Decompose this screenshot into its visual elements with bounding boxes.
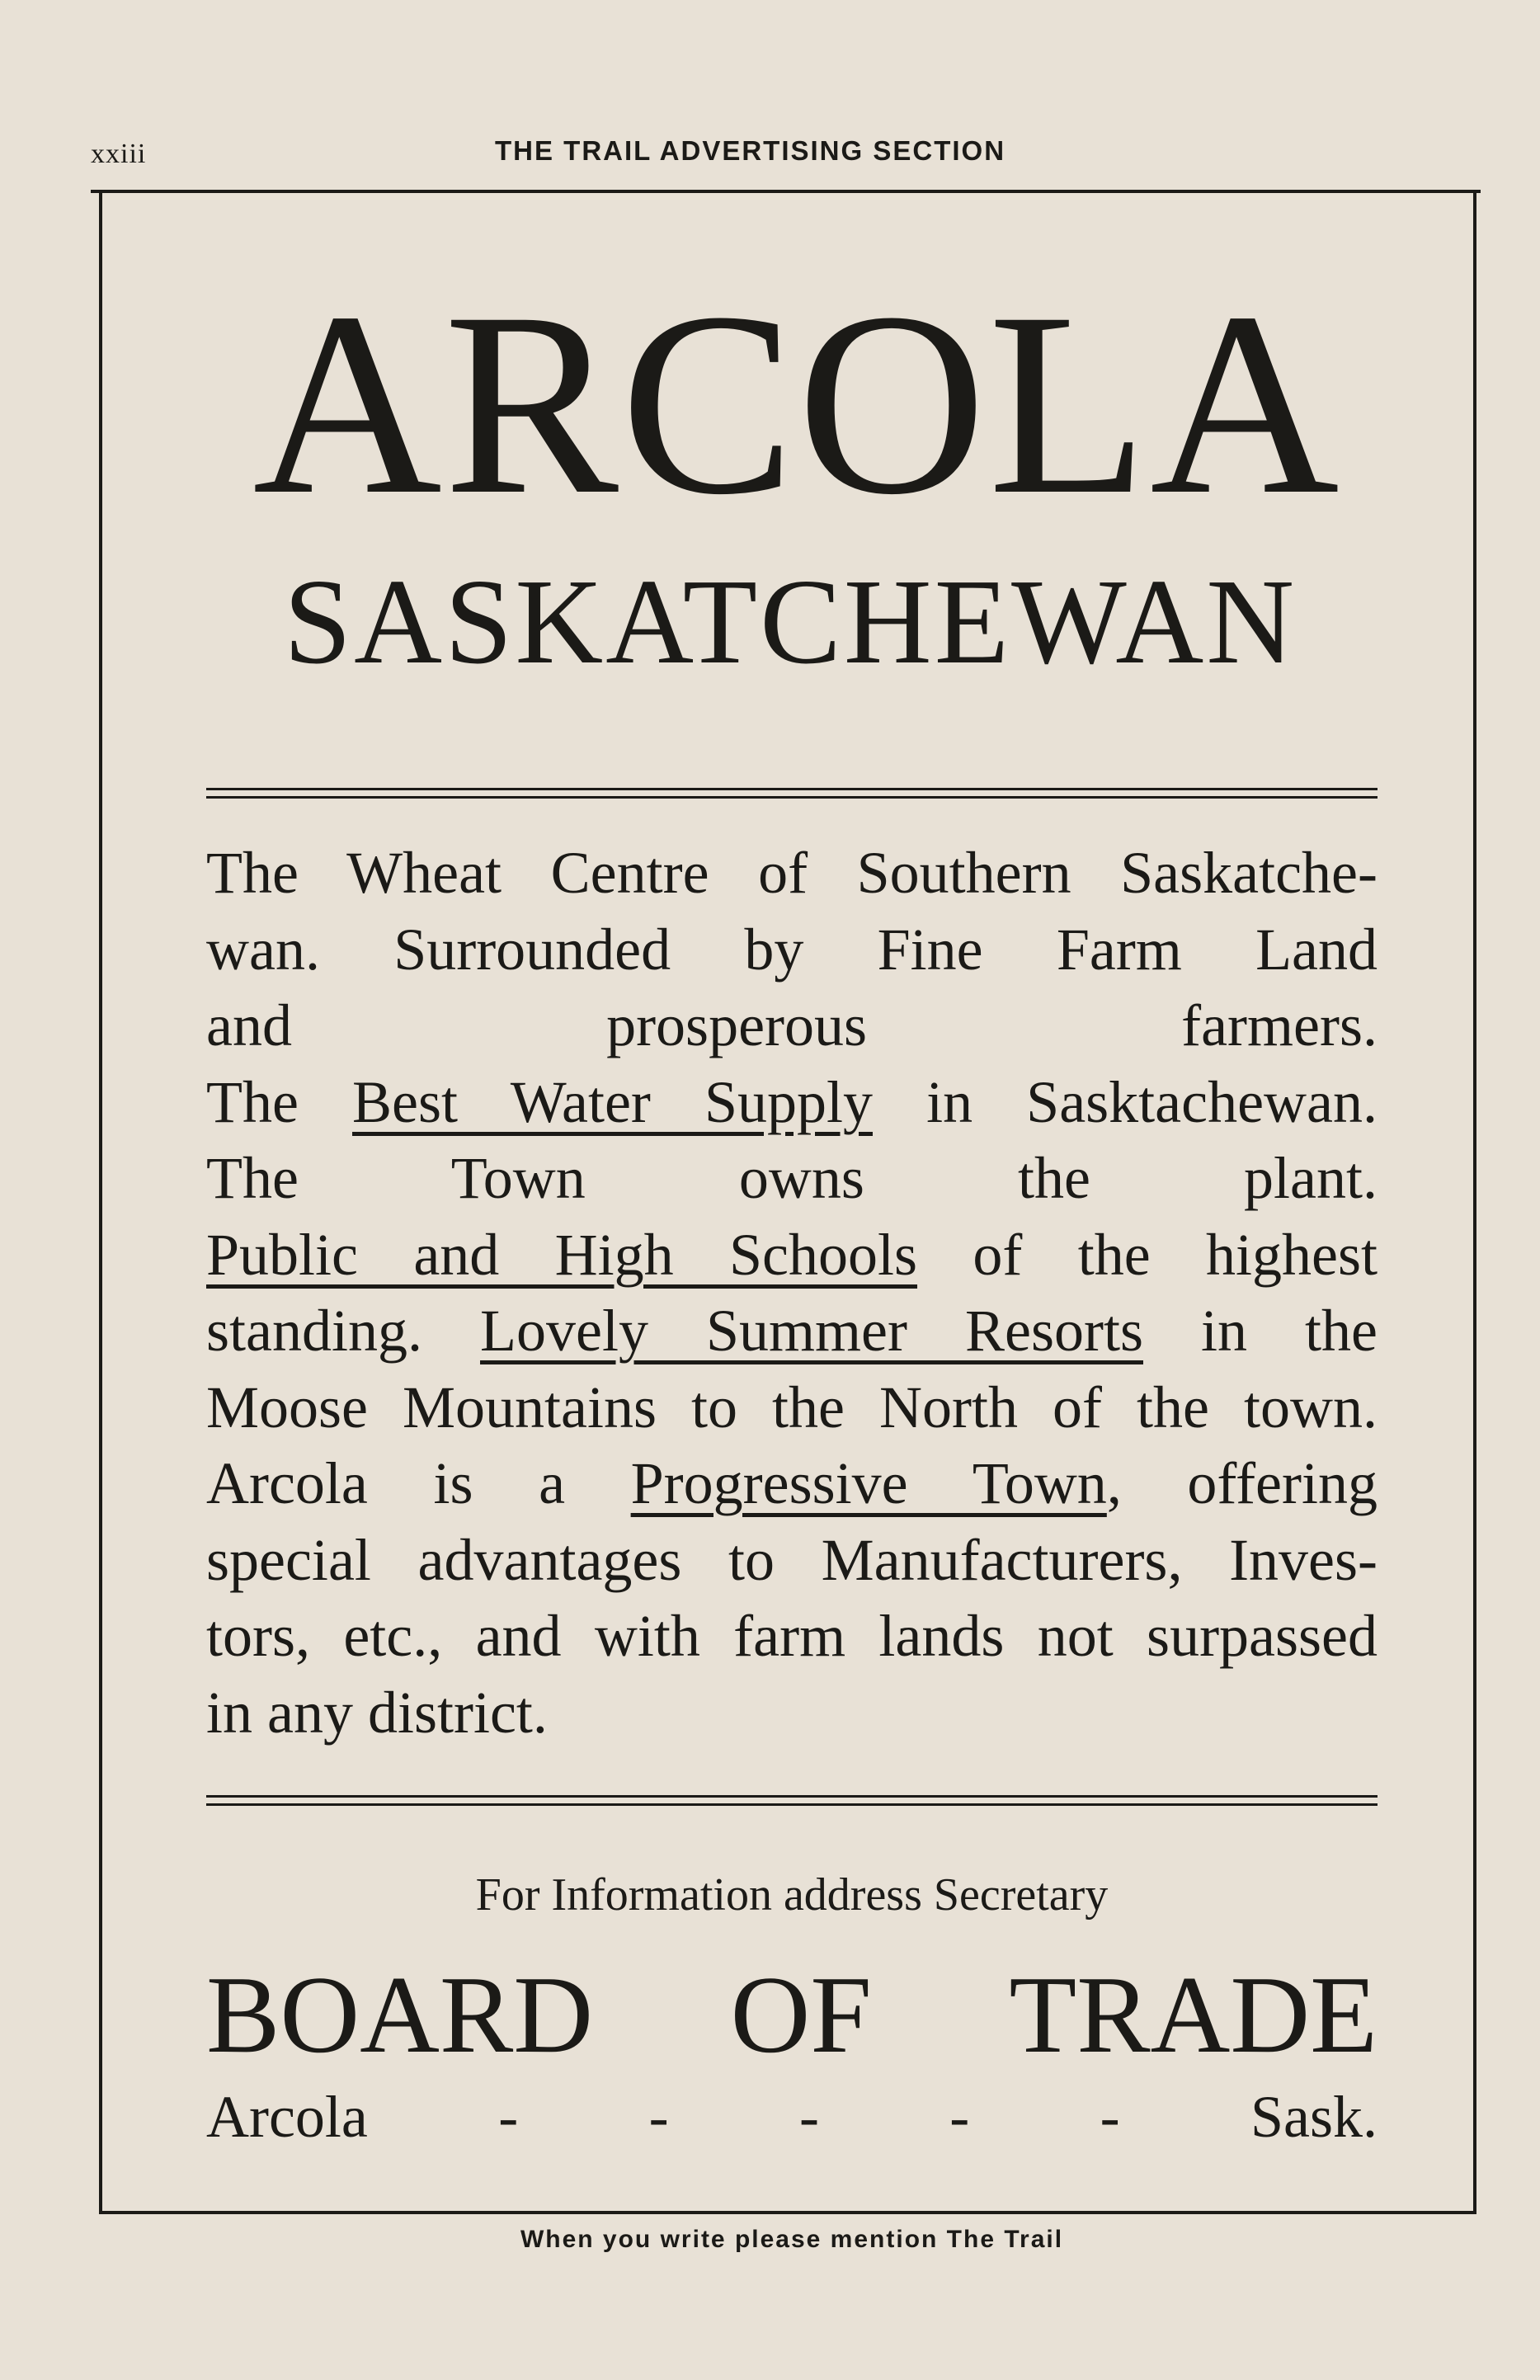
location-province: Sask. [1250, 2084, 1378, 2150]
body-line: and prosperous farmers. [206, 992, 1378, 1058]
org-word: TRADE [1009, 1953, 1378, 2076]
ad-body-copy [206, 835, 1378, 1751]
footer-note: When you write please mention The Trail [520, 2226, 1064, 2253]
location-row [206, 2084, 1378, 2150]
ad-title: ARCOLA [252, 258, 1341, 549]
contact-label: For Information address Secretary [475, 1869, 1109, 1920]
divider-rule-top [206, 788, 1378, 799]
separator-dash: - [798, 2084, 819, 2150]
body-line: standing. Lovely Summer Resorts in the [206, 1298, 1378, 1364]
underlined-phrase: Best Water Supply [352, 1068, 873, 1135]
body-line: special advantages to Manufacturers, Inves- [206, 1526, 1378, 1593]
separator-dash: - [498, 2084, 519, 2150]
divider-rule-bottom [206, 1795, 1378, 1806]
underlined-phrase: Progressive Town [630, 1450, 1107, 1516]
body-line: in any district. [206, 1679, 548, 1746]
body-line: The Best Water Supply in Sasktachewan. [206, 1068, 1378, 1135]
body-line: The Wheat Centre of Southern Saskatche- [206, 840, 1378, 906]
body-line: tors, etc., and with farm lands not surpassed [206, 1603, 1378, 1669]
body-line: Moose Mountains to the North of the town. [206, 1374, 1378, 1440]
running-head: THE TRAIL ADVERTISING SECTION [495, 135, 1006, 166]
separator-dash: - [648, 2084, 669, 2150]
separator-dash: - [1100, 2084, 1120, 2150]
ad-subtitle: SASKATCHEWAN [283, 554, 1297, 690]
separator-dash: - [949, 2084, 970, 2150]
page-number: xxiii [91, 139, 147, 169]
org-word: OF [730, 1953, 872, 2076]
organization-name [206, 1953, 1378, 2076]
body-line: Arcola is a Progressive Town, offering [206, 1450, 1378, 1516]
location-city: Arcola [206, 2084, 368, 2150]
underlined-phrase: Lovely Summer Resorts [480, 1298, 1143, 1364]
body-line: wan. Surrounded by Fine Farm Land [206, 916, 1378, 983]
underlined-phrase: Public and High Schools [206, 1221, 918, 1288]
org-word: BOARD [206, 1953, 594, 2076]
body-line: Public and High Schools of the highest [206, 1221, 1378, 1288]
body-line: The Town owns the plant. [206, 1145, 1378, 1211]
